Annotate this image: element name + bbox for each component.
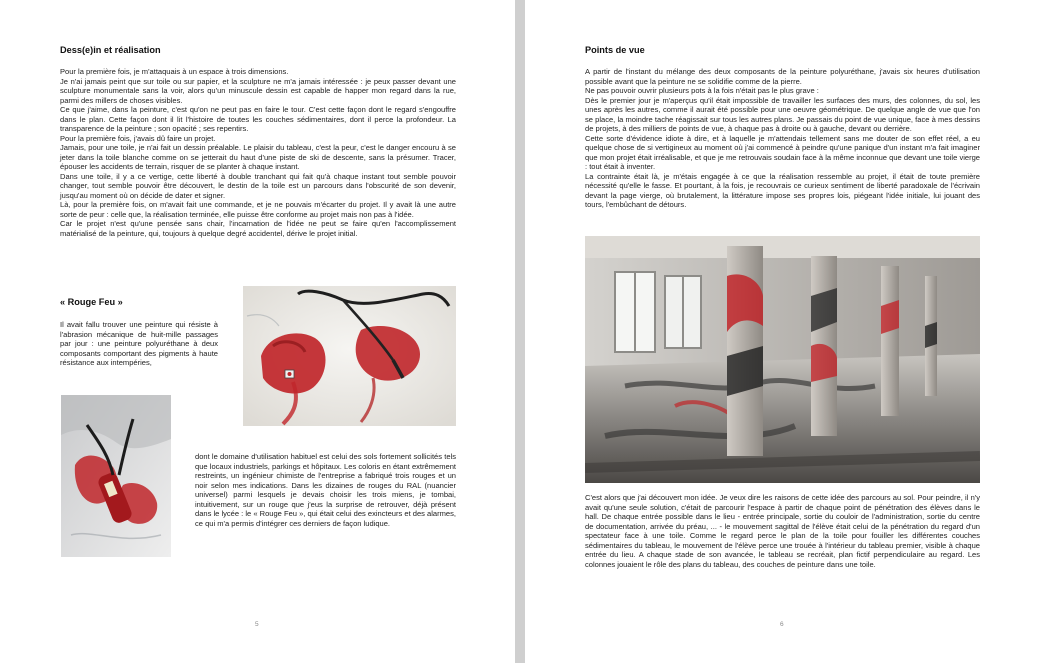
paragraph: A partir de l'instant du mélange des deux composants de la peinture polyuréthane, j'avais six heures d'utilisation possible avant que la peinture ne se solidifie comme de la pierre. bbox=[585, 67, 980, 86]
paragraph: Cette sorte d'évidence idiote à dire, et à laquelle je m'attendais tellement sans me douter de son effet réel, a eu quelque chose de si vertigineux au moment où j'ai commencé à peindre qu'une panique d'un instant m'a fait imaginer que mon projet était irréalisable, et que je me retrouvais soudain face à la même inconnue que devant une toile vierge : tout était à inventer. bbox=[585, 133, 980, 171]
extinguisher-photo bbox=[61, 395, 171, 557]
paragraph: La contrainte était là, je m'étais engagée à ce que la réalisation ressemble au projet, il était de toute première nécessité qu'elle le fasse. Et pourtant, à la fois, je recouvrais ce curieux sentiment de liberté paradoxale de l'écrivain devant la page vierge, où brutalement, la littérature impose ses propres lois, piégeant l'idée initiale, lui jouant des tours, l'embûchant de détours. bbox=[585, 171, 980, 209]
paragraph: dont le domaine d'utilisation habituel est celui des sols fortement sollicités tels que locaux industriels, parkings et hôpitaux. Les coloris en étant extrêmement restreints, un ingénieur chimiste de l'entreprise a fabriqué trois rouges et un noir selon mes indications. Dans les dizaines de rouges du RAL (nuancier universel) parmi lesquels je devais choisir les trois miens, je tombai, intuitivement, sur un rouge que j'eus la surprise de retrouver, déjà présent dans le lycée : le « Rouge Feu », qui était celui des exincteurs et des alarmes, ce qui m'a permis d'intégrer ces derniers de façon ludique. bbox=[195, 452, 456, 528]
painting-photo bbox=[243, 286, 456, 426]
section-title-dessein: Dess(e)in et réalisation bbox=[60, 45, 161, 55]
paragraph: Jamais, pour une toile, je n'ai fait un dessin préalable. Le plaisir du tableau, c'est la peur, c'est le danger encouru à se jeter dans la toile blanche comme on se jetterait du haut d'une piste de ski de descente, sans la présumer. Tracer, épouser les accidents de terrain, risquer de se planter à chaque instant. bbox=[60, 143, 456, 171]
paragraph: Je n'ai jamais peint que sur toile ou sur papier, et la sculpture ne m'a jamais intéressée : je peux passer devant une sculpture monumentale sans la voir, alors qu'un minuscule dessin est capable de happer mon regard dans la rue, parmi des millers de choses visibles. bbox=[60, 76, 456, 105]
paragraph: Ne pas pouvoir ouvrir plusieurs pots à la fois n'était pas le plus grave : bbox=[585, 86, 819, 95]
paragraph: Pour la première fois, je m'attaquais à un espace à trois dimensions. bbox=[60, 67, 289, 76]
page-gutter bbox=[515, 0, 525, 663]
body-text-points-de-vue bbox=[585, 67, 980, 210]
section-title-rouge-feu: « Rouge Feu » bbox=[60, 297, 123, 307]
paragraph: Il avait fallu trouver une peinture qui résiste à l'abrasion mécanique de huit-mille passages par jour : une peinture polyuréthane à deux composants comportant des pigments à haute résistance aux intempéries, bbox=[60, 320, 218, 367]
page-6 bbox=[525, 0, 1040, 663]
section-title-points-de-vue: Points de vue bbox=[585, 45, 645, 55]
page-number: 6 bbox=[780, 621, 784, 628]
page-5 bbox=[0, 0, 515, 663]
body-text-rouge-2 bbox=[195, 452, 456, 528]
body-text-dessein bbox=[60, 67, 456, 238]
page-number: 5 bbox=[255, 621, 259, 628]
paragraph: Dès le premier jour je m'aperçus qu'il était impossible de travailler les surfaces des murs, des colonnes, du sol, les unes après les autres, comme il aurait été possible pour une oeuvre géométrique. De quelque angle de vue que l'on se place, la moindre tache réagissait sur tous les autres plans. Je passais du point de vue unique, face à mes dessins de projets, à des milliers de points de vue, à chaque pas à droite ou à gauche, devant ou derrière. bbox=[585, 95, 980, 133]
paragraph: Là, pour la première fois, on m'avait fait une commande, et je ne pouvais m'écarter du projet. Il y avait là une autre sorte de peur : celle que, la réalisation terminée, elle puisse être conforme au projet mais non pas à l'idée. bbox=[60, 200, 456, 219]
body-text-idee bbox=[585, 493, 980, 569]
paragraph: Car le projet n'est qu'une pensée sans chair, l'incarnation de l'idée ne peut se faire qu'en l'accomplissement matérialisé de la peinture, qui, toujours à quelque degré accidentel, dérive le projet initial. bbox=[60, 219, 456, 238]
paragraph: Dans une toile, il y a ce vertige, cette liberté à double tranchant qui fait qu'à chaque instant tout semble pouvoir changer, tout semble pouvoir être découvert, le destin de la toile est un parcours dans l'obscurité de son devenir, jusqu'au moment où on décide de dater et signer. bbox=[60, 171, 456, 200]
paragraph: Ce que j'aime, dans la peinture, c'est qu'on ne peut pas en faire le tour. C'est cette façon dont le regard s'engouffre dans le plan. Cette façon dont il lit l'histoire de toutes les couches sédimentaires, dont il perce la profondeur. La transparence de la peinture ; son opacité ; ses repentirs. bbox=[60, 105, 456, 133]
hall-photo bbox=[585, 236, 980, 483]
body-text-rouge-1 bbox=[60, 320, 218, 368]
paragraph: C'est alors que j'ai découvert mon idée. Je veux dire les raisons de cette idée des parcours au sol. Pour peindre, il n'y avait qu'une seule solution, c'était de parcourir l'espace à partir de chaque point de pénétration des élèves dans le hall. De chaque entrée possible dans le lieu - entrée principale, sortie du couloir de l'administration, sortie du centre de documentation, arrivée du préau, ... - le mouvement sagittal de l'élève était celui de la pénétration du regard d'un spectateur face à une toile. Comme le regard perce le plan de la toile pour fouiller les différentes couches sédimentaires du tableau, le mouvement de l'élève perce une trouée à l'intérieur du tableau premier, visible à chaque entrée du lieu. A chaque stade de son avancée, le tableau se recréait, plan fictif perpendiculaire au regard. Les colonnes jouaient le rôle des plans du tableau, des couches de peinture dans une toile. bbox=[585, 493, 980, 569]
paragraph: Pour la première fois, j'avais dû faire un projet. bbox=[60, 133, 216, 143]
